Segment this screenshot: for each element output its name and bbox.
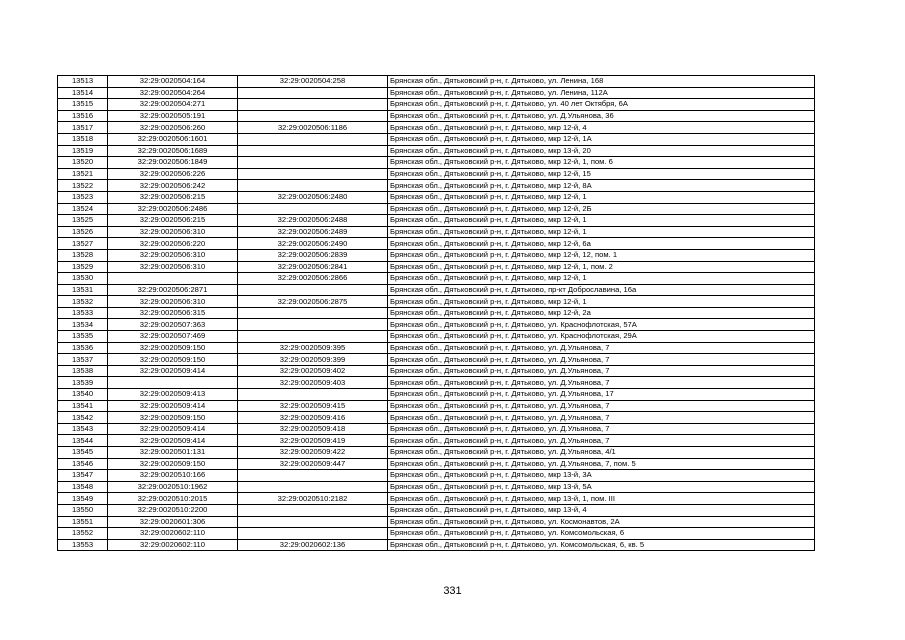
address-cell: Брянская обл., Дятьковский р-н, г. Дятьково, мкр 12-й, 6а — [388, 238, 815, 250]
row-number-cell: 13530 — [58, 273, 108, 285]
table-row — [58, 296, 815, 308]
parcel-cadastral-number-cell: 32:29:0020506:310 — [108, 226, 238, 238]
parcel-cadastral-number-cell: 32:29:0020510:2015 — [108, 493, 238, 505]
row-number-cell: 13531 — [58, 284, 108, 296]
address-cell: Брянская обл., Дятьковский р-н, г. Дятьково, ул. Ленина, 168 — [388, 76, 815, 88]
address-cell: Брянская обл., Дятьковский р-н, г. Дятьково, мкр 12-й, 8А — [388, 180, 815, 192]
parcel-cadastral-number-cell: 32:29:0020506:220 — [108, 238, 238, 250]
table-row — [58, 354, 815, 366]
object-cadastral-number-cell: 32:29:0020506:2839 — [238, 249, 388, 261]
row-number-cell: 13529 — [58, 261, 108, 273]
object-cadastral-number-cell: 32:29:0020509:422 — [238, 447, 388, 459]
parcel-cadastral-number-cell: 32:29:0020506:2871 — [108, 284, 238, 296]
row-number-cell: 13514 — [58, 87, 108, 99]
address-cell: Брянская обл., Дятьковский р-н, г. Дятьково, мкр 12-й, 1 — [388, 215, 815, 227]
object-cadastral-number-cell: 32:29:0020506:2480 — [238, 191, 388, 203]
address-cell: Брянская обл., Дятьковский р-н, г. Дятьково, ул. Краснофлотская, 29А — [388, 331, 815, 343]
address-cell: Брянская обл., Дятьковский р-н, г. Дятьково, ул. Д.Ульянова, 7 — [388, 354, 815, 366]
object-cadastral-number-cell — [238, 331, 388, 343]
table-row — [58, 122, 815, 134]
object-cadastral-number-cell: 32:29:0020506:2841 — [238, 261, 388, 273]
address-cell: Брянская обл., Дятьковский р-н, г. Дятьково, ул. Космонавтов, 2А — [388, 516, 815, 528]
object-cadastral-number-cell: 32:29:0020602:136 — [238, 539, 388, 551]
object-cadastral-number-cell — [238, 307, 388, 319]
object-cadastral-number-cell — [238, 180, 388, 192]
parcel-cadastral-number-cell — [108, 273, 238, 285]
table-row — [58, 528, 815, 540]
table-row — [58, 389, 815, 401]
parcel-cadastral-number-cell: 32:29:0020506:260 — [108, 122, 238, 134]
parcel-cadastral-number-cell: 32:29:0020506:226 — [108, 168, 238, 180]
table-row — [58, 215, 815, 227]
row-number-cell: 13525 — [58, 215, 108, 227]
address-cell: Брянская обл., Дятьковский р-н, г. Дятьково, мкр 13-й, 1, пом. III — [388, 493, 815, 505]
row-number-cell: 13526 — [58, 226, 108, 238]
table-row — [58, 191, 815, 203]
table-row — [58, 203, 815, 215]
object-cadastral-number-cell: 32:29:0020509:415 — [238, 400, 388, 412]
object-cadastral-number-cell: 32:29:0020504:258 — [238, 76, 388, 88]
row-number-cell: 13527 — [58, 238, 108, 250]
address-cell: Брянская обл., Дятьковский р-н, г. Дятьково, мкр 13-й, 20 — [388, 145, 815, 157]
row-number-cell: 13540 — [58, 389, 108, 401]
table-body — [58, 76, 815, 551]
row-number-cell: 13545 — [58, 447, 108, 459]
address-cell: Брянская обл., Дятьковский р-н, г. Дятьково, мкр 12-й, 1 — [388, 296, 815, 308]
address-cell: Брянская обл., Дятьковский р-н, г. Дятьково, ул. Д.Ульянова, 7, пом. 5 — [388, 458, 815, 470]
table-row — [58, 435, 815, 447]
object-cadastral-number-cell: 32:29:0020506:2489 — [238, 226, 388, 238]
row-number-cell: 13546 — [58, 458, 108, 470]
address-cell: Брянская обл., Дятьковский р-н, г. Дятьково, ул. Д.Ульянова, 7 — [388, 412, 815, 424]
parcel-cadastral-number-cell: 32:29:0020506:310 — [108, 249, 238, 261]
parcel-cadastral-number-cell: 32:29:0020601:306 — [108, 516, 238, 528]
table-row — [58, 458, 815, 470]
parcel-cadastral-number-cell — [108, 377, 238, 389]
row-number-cell: 13537 — [58, 354, 108, 366]
address-cell: Брянская обл., Дятьковский р-н, г. Дятьково, ул. Д.Ульянова, 7 — [388, 423, 815, 435]
table-row — [58, 249, 815, 261]
table-row — [58, 342, 815, 354]
object-cadastral-number-cell: 32:29:0020506:2490 — [238, 238, 388, 250]
table-row — [58, 99, 815, 111]
object-cadastral-number-cell: 32:29:0020506:2875 — [238, 296, 388, 308]
object-cadastral-number-cell — [238, 319, 388, 331]
table-row — [58, 284, 815, 296]
object-cadastral-number-cell: 32:29:0020506:1186 — [238, 122, 388, 134]
parcel-cadastral-number-cell: 32:29:0020504:271 — [108, 99, 238, 111]
row-number-cell: 13528 — [58, 249, 108, 261]
row-number-cell: 13547 — [58, 470, 108, 482]
address-cell: Брянская обл., Дятьковский р-н, г. Дятьково, ул. Ленина, 112А — [388, 87, 815, 99]
table-row — [58, 447, 815, 459]
table-row — [58, 157, 815, 169]
row-number-cell: 13551 — [58, 516, 108, 528]
object-cadastral-number-cell — [238, 203, 388, 215]
address-cell: Брянская обл., Дятьковский р-н, г. Дятьково, мкр 12-й, 4 — [388, 122, 815, 134]
row-number-cell: 13549 — [58, 493, 108, 505]
table-row — [58, 400, 815, 412]
object-cadastral-number-cell: 32:29:0020509:395 — [238, 342, 388, 354]
object-cadastral-number-cell — [238, 284, 388, 296]
address-cell: Брянская обл., Дятьковский р-н, г. Дятьково, ул. Д.Ульянова, 7 — [388, 342, 815, 354]
parcel-cadastral-number-cell: 32:29:0020510:2200 — [108, 504, 238, 516]
row-number-cell: 13552 — [58, 528, 108, 540]
parcel-cadastral-number-cell: 32:29:0020501:131 — [108, 447, 238, 459]
address-cell: Брянская обл., Дятьковский р-н, г. Дятьково, мкр 12-й, 1, пом. 2 — [388, 261, 815, 273]
object-cadastral-number-cell: 32:29:0020509:418 — [238, 423, 388, 435]
parcel-cadastral-number-cell: 32:29:0020602:110 — [108, 528, 238, 540]
parcel-cadastral-number-cell: 32:29:0020506:215 — [108, 215, 238, 227]
object-cadastral-number-cell — [238, 145, 388, 157]
row-number-cell: 13516 — [58, 110, 108, 122]
table-row — [58, 516, 815, 528]
parcel-cadastral-number-cell: 32:29:0020506:315 — [108, 307, 238, 319]
row-number-cell: 13548 — [58, 481, 108, 493]
address-cell: Брянская обл., Дятьковский р-н, г. Дятьково, пр-кт Доброславина, 16а — [388, 284, 815, 296]
address-cell: Брянская обл., Дятьковский р-н, г. Дятьково, мкр 12-й, 15 — [388, 168, 815, 180]
address-cell: Брянская обл., Дятьковский р-н, г. Дятьково, мкр 13-й, 5А — [388, 481, 815, 493]
address-cell: Брянская обл., Дятьковский р-н, г. Дятьково, ул. Комсомольская, 6 — [388, 528, 815, 540]
parcel-cadastral-number-cell: 32:29:0020506:242 — [108, 180, 238, 192]
object-cadastral-number-cell: 32:29:0020509:402 — [238, 365, 388, 377]
object-cadastral-number-cell: 32:29:0020509:419 — [238, 435, 388, 447]
row-number-cell: 13522 — [58, 180, 108, 192]
address-cell: Брянская обл., Дятьковский р-н, г. Дятьково, ул. Комсомольская, 6, кв. 5 — [388, 539, 815, 551]
table-row — [58, 319, 815, 331]
page-number: 331 — [443, 585, 462, 597]
row-number-cell: 13535 — [58, 331, 108, 343]
row-number-cell: 13536 — [58, 342, 108, 354]
address-cell: Брянская обл., Дятьковский р-н, г. Дятьково, ул. Д.Ульянова, 7 — [388, 365, 815, 377]
parcel-cadastral-number-cell: 32:29:0020505:191 — [108, 110, 238, 122]
row-number-cell: 13533 — [58, 307, 108, 319]
row-number-cell: 13538 — [58, 365, 108, 377]
object-cadastral-number-cell — [238, 168, 388, 180]
table-row — [58, 110, 815, 122]
row-number-cell: 13553 — [58, 539, 108, 551]
parcel-cadastral-number-cell: 32:29:0020509:150 — [108, 342, 238, 354]
address-cell: Брянская обл., Дятьковский р-н, г. Дятьково, мкр 12-й, 1 — [388, 191, 815, 203]
table-row — [58, 261, 815, 273]
address-cell: Брянская обл., Дятьковский р-н, г. Дятьково, мкр 12-й, 1 — [388, 273, 815, 285]
parcel-cadastral-number-cell: 32:29:0020507:363 — [108, 319, 238, 331]
table-row — [58, 331, 815, 343]
address-cell: Брянская обл., Дятьковский р-н, г. Дятьково, ул. Д.Ульянова, 7 — [388, 377, 815, 389]
table-row — [58, 423, 815, 435]
parcel-cadastral-number-cell: 32:29:0020504:164 — [108, 76, 238, 88]
row-number-cell: 13519 — [58, 145, 108, 157]
address-cell: Брянская обл., Дятьковский р-н, г. Дятьково, ул. Д.Ульянова, 7 — [388, 435, 815, 447]
table-row — [58, 226, 815, 238]
table-row — [58, 87, 815, 99]
parcel-cadastral-number-cell: 32:29:0020506:1849 — [108, 157, 238, 169]
parcel-cadastral-number-cell: 32:29:0020509:413 — [108, 389, 238, 401]
address-cell: Брянская обл., Дятьковский р-н, г. Дятьково, мкр 13-й, 3А — [388, 470, 815, 482]
table-row — [58, 145, 815, 157]
object-cadastral-number-cell: 32:29:0020509:447 — [238, 458, 388, 470]
object-cadastral-number-cell: 32:29:0020506:2488 — [238, 215, 388, 227]
row-number-cell: 13541 — [58, 400, 108, 412]
address-cell: Брянская обл., Дятьковский р-н, г. Дятьково, ул. Д.Ульянова, 7 — [388, 400, 815, 412]
parcel-cadastral-number-cell: 32:29:0020506:1689 — [108, 145, 238, 157]
object-cadastral-number-cell — [238, 99, 388, 111]
parcel-cadastral-number-cell: 32:29:0020509:414 — [108, 400, 238, 412]
address-cell: Брянская обл., Дятьковский р-н, г. Дятьково, мкр 12-й, 2а — [388, 307, 815, 319]
row-number-cell: 13532 — [58, 296, 108, 308]
address-cell: Брянская обл., Дятьковский р-н, г. Дятьково, мкр 12-й, 1 — [388, 226, 815, 238]
row-number-cell: 13534 — [58, 319, 108, 331]
address-cell: Брянская обл., Дятьковский р-н, г. Дятьково, ул. 40 лет Октября, 6А — [388, 99, 815, 111]
table-row — [58, 273, 815, 285]
object-cadastral-number-cell — [238, 389, 388, 401]
object-cadastral-number-cell: 32:29:0020510:2182 — [238, 493, 388, 505]
table-row — [58, 493, 815, 505]
address-cell: Брянская обл., Дятьковский р-н, г. Дятьково, мкр 12-й, 1, пом. 6 — [388, 157, 815, 169]
row-number-cell: 13550 — [58, 504, 108, 516]
cadastral-table — [57, 75, 815, 551]
parcel-cadastral-number-cell: 32:29:0020506:215 — [108, 191, 238, 203]
row-number-cell: 13518 — [58, 133, 108, 145]
address-cell: Брянская обл., Дятьковский р-н, г. Дятьково, мкр 13-й, 4 — [388, 504, 815, 516]
table-row — [58, 180, 815, 192]
parcel-cadastral-number-cell: 32:29:0020506:1601 — [108, 133, 238, 145]
table-row — [58, 133, 815, 145]
row-number-cell: 13521 — [58, 168, 108, 180]
table-row — [58, 481, 815, 493]
parcel-cadastral-number-cell: 32:29:0020509:414 — [108, 365, 238, 377]
address-cell: Брянская обл., Дятьковский р-н, г. Дятьково, мкр 12-й, 12, пом. 1 — [388, 249, 815, 261]
object-cadastral-number-cell: 32:29:0020506:2866 — [238, 273, 388, 285]
parcel-cadastral-number-cell: 32:29:0020509:150 — [108, 354, 238, 366]
parcel-cadastral-number-cell: 32:29:0020504:264 — [108, 87, 238, 99]
parcel-cadastral-number-cell: 32:29:0020510:1962 — [108, 481, 238, 493]
address-cell: Брянская обл., Дятьковский р-н, г. Дятьково, ул. Д.Ульянова, 36 — [388, 110, 815, 122]
parcel-cadastral-number-cell: 32:29:0020506:310 — [108, 296, 238, 308]
object-cadastral-number-cell — [238, 470, 388, 482]
row-number-cell: 13539 — [58, 377, 108, 389]
row-number-cell: 13517 — [58, 122, 108, 134]
object-cadastral-number-cell — [238, 528, 388, 540]
row-number-cell: 13544 — [58, 435, 108, 447]
object-cadastral-number-cell — [238, 157, 388, 169]
row-number-cell: 13513 — [58, 76, 108, 88]
object-cadastral-number-cell — [238, 481, 388, 493]
parcel-cadastral-number-cell: 32:29:0020509:150 — [108, 458, 238, 470]
table-row — [58, 76, 815, 88]
row-number-cell: 13542 — [58, 412, 108, 424]
row-number-cell: 13543 — [58, 423, 108, 435]
parcel-cadastral-number-cell: 32:29:0020506:2486 — [108, 203, 238, 215]
object-cadastral-number-cell: 32:29:0020509:399 — [238, 354, 388, 366]
parcel-cadastral-number-cell: 32:29:0020506:310 — [108, 261, 238, 273]
row-number-cell: 13515 — [58, 99, 108, 111]
table-row — [58, 539, 815, 551]
object-cadastral-number-cell — [238, 504, 388, 516]
parcel-cadastral-number-cell: 32:29:0020602:110 — [108, 539, 238, 551]
table-row — [58, 365, 815, 377]
object-cadastral-number-cell: 32:29:0020509:416 — [238, 412, 388, 424]
row-number-cell: 13523 — [58, 191, 108, 203]
table-row — [58, 504, 815, 516]
object-cadastral-number-cell — [238, 87, 388, 99]
row-number-cell: 13520 — [58, 157, 108, 169]
address-cell: Брянская обл., Дятьковский р-н, г. Дятьково, мкр 12-й, 1А — [388, 133, 815, 145]
table-row — [58, 307, 815, 319]
parcel-cadastral-number-cell: 32:29:0020507:469 — [108, 331, 238, 343]
table-row — [58, 377, 815, 389]
parcel-cadastral-number-cell: 32:29:0020509:414 — [108, 423, 238, 435]
object-cadastral-number-cell — [238, 516, 388, 528]
table-row — [58, 238, 815, 250]
parcel-cadastral-number-cell: 32:29:0020509:414 — [108, 435, 238, 447]
row-number-cell: 13524 — [58, 203, 108, 215]
address-cell: Брянская обл., Дятьковский р-н, г. Дятьково, ул. Д.Ульянова, 17 — [388, 389, 815, 401]
table-row — [58, 470, 815, 482]
address-cell: Брянская обл., Дятьковский р-н, г. Дятьково, мкр 12-й, 2Б — [388, 203, 815, 215]
address-cell: Брянская обл., Дятьковский р-н, г. Дятьково, ул. Д.Ульянова, 4/1 — [388, 447, 815, 459]
object-cadastral-number-cell: 32:29:0020509:403 — [238, 377, 388, 389]
table-row — [58, 412, 815, 424]
object-cadastral-number-cell — [238, 110, 388, 122]
address-cell: Брянская обл., Дятьковский р-н, г. Дятьково, ул. Краснофлотская, 57А — [388, 319, 815, 331]
object-cadastral-number-cell — [238, 133, 388, 145]
table-row — [58, 168, 815, 180]
parcel-cadastral-number-cell: 32:29:0020509:150 — [108, 412, 238, 424]
parcel-cadastral-number-cell: 32:29:0020510:166 — [108, 470, 238, 482]
